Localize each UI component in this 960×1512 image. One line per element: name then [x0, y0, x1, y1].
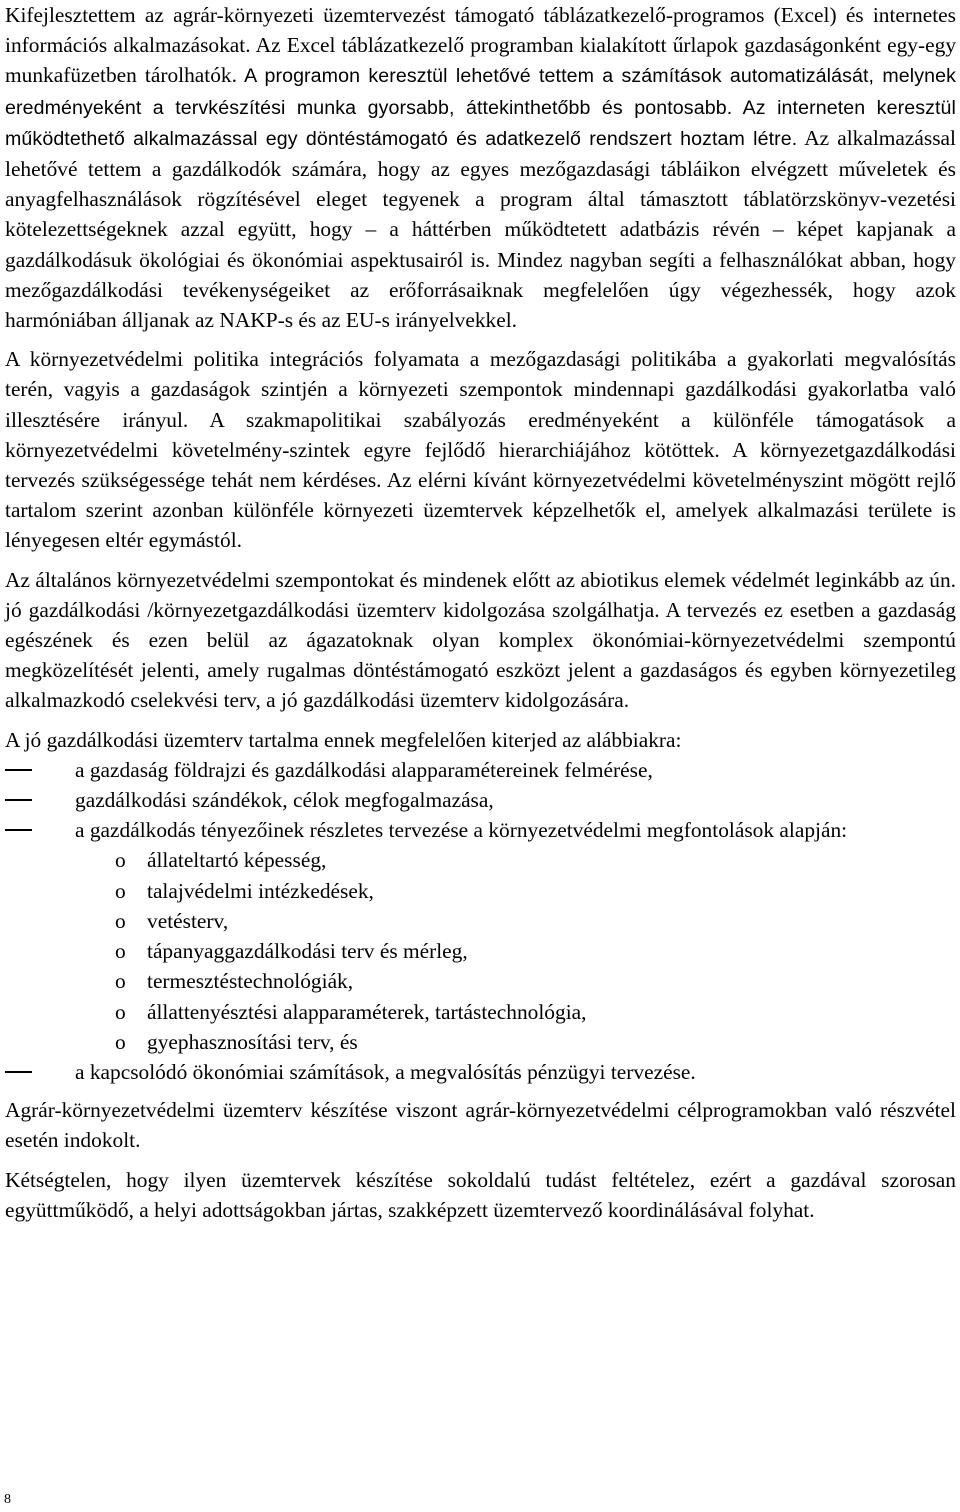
sublist-item	[5, 936, 956, 966]
paragraph-applications-intro: Kifejlesztettem az agrár-környezeti üzemtervezést támogató táblázatkezelő-programos (Excel) és internetes információs alkalmazásokat.	[5, 3, 956, 58]
sublist-item	[5, 1027, 956, 1057]
sublist-item-text: gyephasznosítási terv, és	[147, 1029, 358, 1054]
sublist-item	[5, 845, 956, 875]
circle-bullet: o	[115, 848, 126, 873]
sublist-item	[5, 876, 956, 906]
paragraph-applications	[5, 0, 956, 335]
list-item-text: a gazdaság földrajzi és gazdálkodási alapparamétereinek felmérése,	[75, 757, 653, 782]
sublist-item-text: állattenyésztési alapparaméterek, tartástechnológia,	[147, 999, 587, 1024]
planning-factors-sublist	[75, 845, 956, 1056]
paragraph-applications-benefits: Az alkalmazással lehetővé tettem a gazdálkodók számára, hogy az egyes mezőgazdasági tábláikon elvégzett műveletek és anyagfelhasználások rögzítésével eleget tegyenek a program által támasztott táblatörzskönyv-vezetési kötelezettségeknek azzal együtt, hogy – a háttérben működtetett adatbázis révén – képet kapjanak a gazdálkodásuk ökológiai és ökonómiai aspektusairól is. Mindez nagyban segíti a felhasználókat abban, hogy mezőgazdálkodási tevékenységeiket az erőforrásaiknak megfelelően úgy végezhessék, hogy azok harmóniában álljanak az NAKP-s és az EU-s irányelvekkel.	[5, 125, 956, 333]
list-item-text: gazdálkodási szándékok, célok megfogalmazása,	[75, 788, 494, 813]
paragraph-general-aspects: Az általános környezetvédelmi szempontokat és mindenek előtt az abiotikus elemek védelmét leginkább az ún. jó gazdálkodási /környezetgazdálkodási üzemterv kidolgozása szolgálhatja. A tervezés ez esetben a gazdaság egészének és ezen belül az ágazatoknak olyan komplex ökonómiai-környezetvédelmi szempontú megközelítését jelenti, amely rugalmas döntéstámogató eszközt jelent a gazdaságos és egyben környezetileg alkalmazkodó cselekvési terv, a jó gazdálkodási üzemterv kidolgozására.	[5, 567, 956, 713]
list-intro: A jó gazdálkodási üzemterv tartalma ennek megfelelően kiterjed az alábbiakra:	[5, 727, 682, 752]
paragraph-applications-internet: A programon keresztül lehetővé tettem a számítások automatizálását, melynek eredményeként a tervkészítési munka gyorsabb, áttekinthetőbb és pontosabb. Az interneten keresztül működtethető alkalmazással egy döntéstámogató és adatkezelő rendszert hoztam létre.	[5, 65, 956, 150]
sublist-item-text: talajvédelmi intézkedések,	[147, 878, 374, 903]
dash-bullet	[5, 829, 32, 831]
page-number: 8	[4, 1492, 11, 1507]
dash-bullet	[5, 799, 32, 801]
list-item-text: a kapcsolódó ökonómiai számítások, a megvalósítás pénzügyi tervezése.	[75, 1059, 696, 1084]
list-item	[5, 755, 956, 785]
plan-contents-list	[5, 755, 956, 1087]
dash-bullet	[5, 769, 32, 771]
sublist-item-text: tápanyaggazdálkodási terv és mérleg,	[147, 939, 468, 964]
list-item-text: a gazdálkodás tényezőinek részletes tervezése a környezetvédelmi megfontolások alapján:	[75, 818, 848, 843]
paragraph-agri-env-plan: Agrár-környezetvédelmi üzemterv készítése viszont agrár-környezetvédelmi célprogramokban való részvétel esetén indokolt.	[5, 1098, 956, 1153]
sublist-item-text: vetésterv,	[147, 908, 229, 933]
sublist-item	[5, 997, 956, 1027]
document-body	[5, 0, 956, 1225]
circle-bullet: o	[115, 878, 126, 903]
list-item	[5, 815, 956, 1057]
paragraph-applications-excel: Az Excel táblázatkezelő programban kialakított űrlapok gazdaságonként egy-egy munkafüzetben tárolhatók.	[5, 33, 957, 88]
paragraph-environmental-policy: A környezetvédelmi politika integrációs folyamata a mezőgazdasági politikába a gyakorlati megvalósítás terén, vagyis a gazdaságok szintjén a környezeti szempontok mindennapi gazdálkodási gyakorlatba való illesztésére irányul. A szakmapolitikai szabályozás eredményeként a különféle támogatások a környezetvédelmi követelmény-szintek egyre fejlődő hierarchiájához kötöttek. A környezetgazdálkodási tervezés szükségessége tehát nem kérdéses. Az elérni kívánt környezetvédelmi követelményszint mögött rejlő tartalom szerint azonban különféle környezeti üzemtervek képzelhetők el, amelyek alkalmazási területe is lényegesen eltér egymástól.	[5, 347, 956, 553]
sublist-item	[5, 966, 956, 996]
circle-bullet: o	[115, 939, 126, 964]
dash-bullet	[5, 1071, 32, 1073]
circle-bullet: o	[115, 969, 126, 994]
sublist-item	[5, 906, 956, 936]
circle-bullet: o	[115, 908, 126, 933]
list-item	[5, 785, 956, 815]
paragraph-conclusion: Kétségtelen, hogy ilyen üzemtervek készítése sokoldalú tudást feltételez, ezért a gazdával szorosan együttműködő, a helyi adottságokban jártas, szakképzett üzemtervező koordinálásával folyhat.	[5, 1167, 956, 1222]
list-item	[5, 1057, 956, 1087]
sublist-item-text: termesztéstechnológiák,	[147, 969, 354, 994]
circle-bullet: o	[115, 1029, 126, 1054]
sublist-item-text: állateltartó képesség,	[147, 848, 327, 873]
circle-bullet: o	[115, 999, 126, 1024]
